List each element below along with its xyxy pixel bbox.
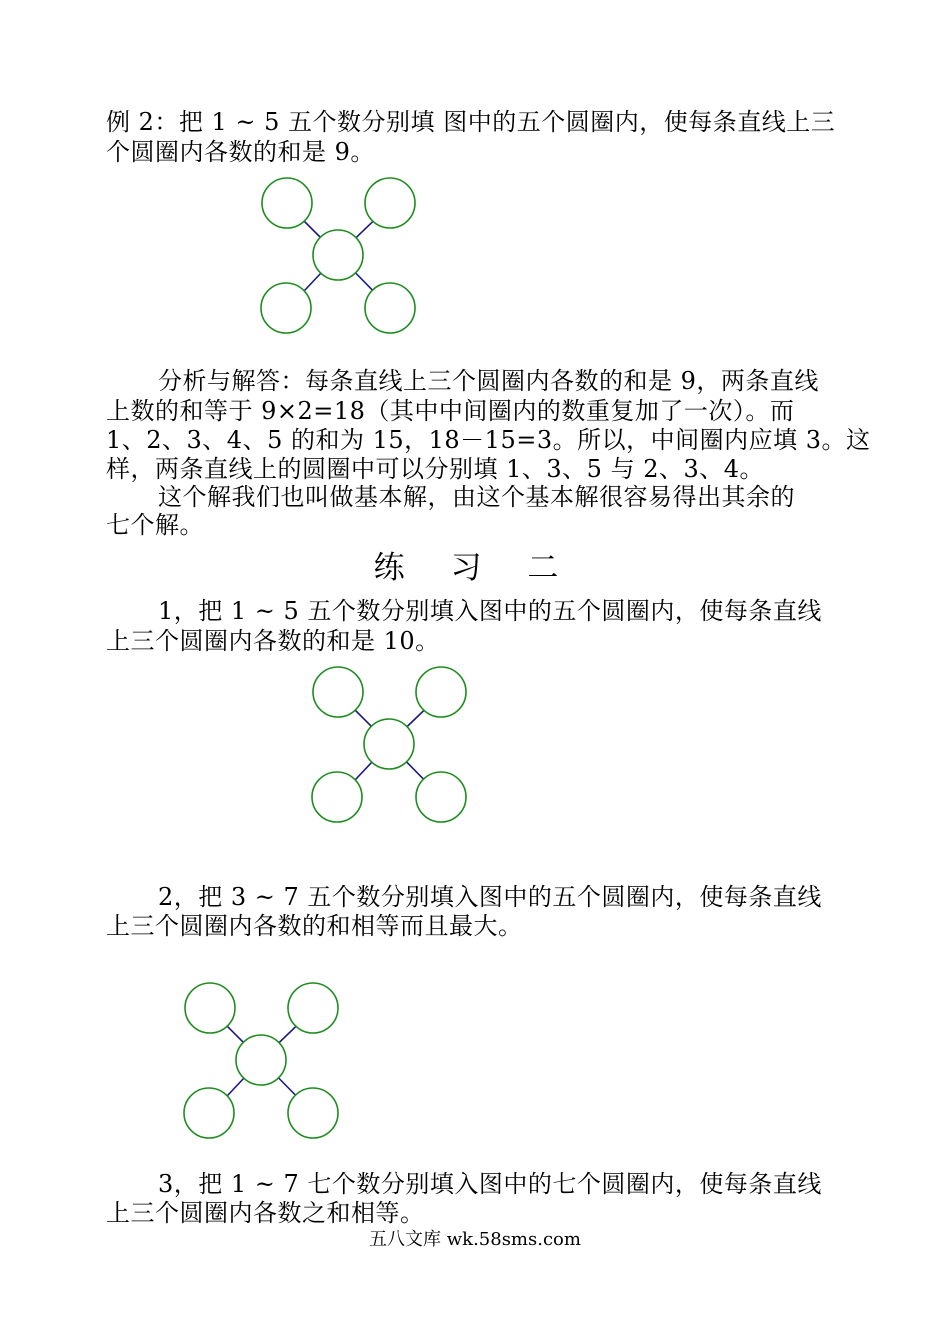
exercise1-line-1: 1，把 1 ~ 5 五个数分别填入图中的五个圆圈内，使每条直线 bbox=[158, 597, 822, 625]
cross-diagram-example bbox=[255, 172, 425, 342]
circle-top-left bbox=[185, 983, 235, 1033]
exercise1-line-2: 上三个圆圈内各数的和是 10。 bbox=[106, 627, 440, 655]
analysis-line-5: 这个解我们也叫做基本解，由这个基本解很容易得出其余的 bbox=[158, 483, 795, 511]
exercise2-line-2: 上三个圆圈内各数的和相等而且最大。 bbox=[106, 912, 523, 940]
exercise-heading: 练 习 二 bbox=[373, 550, 577, 586]
page-footer-watermark: 五八文库 wk.58sms.com bbox=[369, 1229, 581, 1250]
circle-top-left bbox=[313, 667, 363, 717]
circle-bottom-right bbox=[416, 772, 466, 822]
cross-diagram-exercise-1 bbox=[306, 661, 476, 831]
circle-bottom-left bbox=[312, 772, 362, 822]
cross-diagram-exercise-2 bbox=[178, 977, 348, 1147]
circle-top-right bbox=[288, 983, 338, 1033]
example2-line-2: 个圆圈内各数的和是 9。 bbox=[106, 138, 375, 166]
analysis-line-2: 上数的和等于 9×2=18（其中中间圈内的数重复加了一次）。而 bbox=[106, 397, 795, 425]
circle-center bbox=[364, 719, 414, 769]
circle-bottom-right bbox=[365, 283, 415, 333]
exercise3-line-2: 上三个圆圈内各数之和相等。 bbox=[106, 1199, 425, 1227]
analysis-line-4: 样，两条直线上的圆圈中可以分别填 1、3、5 与 2、3、4。 bbox=[106, 455, 765, 483]
circle-center bbox=[236, 1035, 286, 1085]
exercise3-line-1: 3，把 1 ~ 7 七个数分别填入图中的七个圆圈内，使每条直线 bbox=[158, 1170, 822, 1198]
exercise2-line-1: 2，把 3 ~ 7 五个数分别填入图中的五个圆圈内，使每条直线 bbox=[158, 883, 822, 911]
circle-top-left bbox=[262, 178, 312, 228]
circle-bottom-left bbox=[261, 283, 311, 333]
analysis-line-6: 七个解。 bbox=[106, 511, 204, 539]
circle-bottom-right bbox=[288, 1088, 338, 1138]
circle-center bbox=[313, 230, 363, 280]
analysis-line-3: 1、2、3、4、5 的和为 15，18－15=3。所以，中间圈内应填 3。这 bbox=[106, 426, 871, 454]
circle-bottom-left bbox=[184, 1088, 234, 1138]
circle-top-right bbox=[365, 178, 415, 228]
analysis-line-1: 分析与解答：每条直线上三个圆圈内各数的和是 9，两条直线 bbox=[158, 367, 819, 395]
circle-top-right bbox=[416, 667, 466, 717]
example2-line-1: 例 2：把 1 ~ 5 五个数分别填 图中的五个圆圈内，使每条直线上三 bbox=[106, 108, 836, 136]
